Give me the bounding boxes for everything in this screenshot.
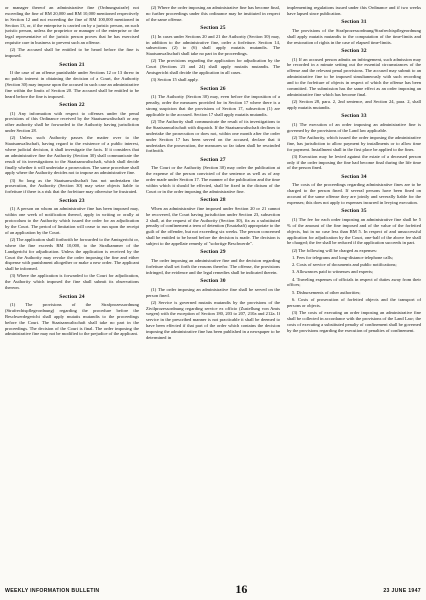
paragraph: (3) Section 15 shall apply. xyxy=(151,77,199,83)
paragraph: implementing regulations issued under this Ordinance and if two weeks have lapsed since publication. xyxy=(287,5,421,16)
paragraph: (3) Where the application is forwarded to the Court for adjudication, the Authority which imposed the fine shall submit its observations thereon. xyxy=(5,273,139,291)
paragraph: (1) The execution of an order imposing an administrative fine is governed by the provisions of the Land law applicable. xyxy=(287,121,421,133)
publication-name: WEEKLY INFORMATION BULLETIN xyxy=(5,588,100,594)
page-number: 16 xyxy=(235,582,248,596)
section-heading: Section 28 xyxy=(200,197,226,204)
paragraph: (2) The Authority, which issued the order imposing the administrative fine, has jurisdiction to allow payment by installments or to allow time for payment. Installment shall in the first place be applied to the fines. xyxy=(287,134,421,152)
paragraph: (1) The fee for each order imposing an administrative fine shall be 5 % of the amount of the fine imposed and of the value of the forfeited objects, but in no case less than RM 5. In respect of and unsuccessful application for adjudication by the Court, one-half of the above fee shall be charged; the fee shall be reduced if the application succeeds in part. xyxy=(287,217,421,246)
paragraph: (1) The order imposing an administrative fine shall be served on the person fined. xyxy=(146,286,280,298)
section-heading: Section 34 xyxy=(341,173,367,180)
paragraph: When an administrative fine imposed under Section 20 or 21 cannot be recovered, the Court having jurisdiction under Section 23, subsection 2 shall, at the request of the Authority (Section 30), fix as a substituted penalty of confinement a term of detention (Ersatzhaft) appropriate to the guilt of the offender, but not exceeding six weeks. The person concerned shall be entitled to be heard before the decision is made. The decision is subject to the appellate remedy of "sofortige Beschwerde". xyxy=(146,205,280,246)
paragraph: (1) A person on whom an administrative fine has been imposed may, within one week of notification thereof, apply in writing or orally at protocolum to the Authority which issued the order for an adjudication by the Court. The period of limitation will cease to run upon the receipt of an application by the Court. xyxy=(5,206,139,235)
issue-date: 23 JUNE 1947 xyxy=(383,588,421,594)
section-heading: Section 22 xyxy=(59,101,85,108)
section-heading: Section 24 xyxy=(59,293,85,300)
paragraph: (2) Service is governed mutatis mutandis by the provisions of the Zivilprozessordnung regarding service ex officio (Zustellung von Amts wegen) with the exception of Section 180, 203 to 207, 210a and 212a. If service in the prescribed manner is not practicable it shall be deemed to have been effected if that part of the order which contains the decision imposing the administrative fine has been published in a newspaper to be determined in xyxy=(146,299,280,340)
paragraph: The costs of the proceedings regarding administrative fines are to be charged to the person fined. If several persons have been fined on account of the same offense they are jointly and severally liable for the expenses; this does not apply to expenses incurred in levying execution. xyxy=(287,182,421,206)
paragraph: (2) The provisions regarding the application for adjudication by the Court (Sections 23 and 24) shall apply mutatis mutandis. The Amtsgericht shall decide the application in all cases. xyxy=(146,58,280,76)
paragraph: (1) Any information with respect to offenses under the penal provisions of this Ordinance received by the Staatsanwaltschaft or any other authority shall be forwarded to the Authority having jurisdiction under Section 28. xyxy=(5,110,139,134)
section-heading: Section 21 xyxy=(59,61,85,68)
section-heading: Section 29 xyxy=(200,249,226,256)
paragraph: (2) The following will be charged as expenses: xyxy=(292,247,378,253)
paragraph: (1) The provisions of the Strafprozessordnung (Strafrechtspflegeordnung) regarding the procedure before the Beschwerdegericht shall apply mutatis mutandis to the proceedings before the Court. The Staatsanwaltschaft shall take no part in the proceedings. The decision of the Court is final. The order imposing the administrative fine may not be modified to the prejudice of the applicant. xyxy=(5,302,139,337)
section-heading: Section 30 xyxy=(200,278,226,285)
paragraph: (3) Execution may be levied against the estate of a deceased person only if the order imposing the fine had become final during the life time of the person fined. xyxy=(287,153,421,171)
column-left xyxy=(5,5,139,578)
paragraph: (1) In cases under Sections 20 and 21 the Authority (Section 30) may, in addition to the administrative fine, order a forfeiture. Section 14, subsections (2) to (6) shall apply mutatis mutandis. The Staatsanwaltschaft shall take no part in the proceedings. xyxy=(146,33,280,57)
section-heading: Section 27 xyxy=(200,156,226,163)
text-columns xyxy=(5,5,421,578)
paragraph: 3. Allowances paid to witnesses and experts; xyxy=(292,269,374,275)
paragraph: (2) The accused shall be entitled to be heard before the fine is imposed. xyxy=(5,47,139,59)
paragraph: (2) The application shall forthwith be forwarded to the Amtsgericht or, where the fine exceeds RM 10,000, to the Strafkammer of the Landgericht for adjudication. Unless the application is received by the Court the Authority may revoke the order imposing the fine and either dispense with punishment altogether or make a new order. The applicant shall be informed. xyxy=(5,236,139,272)
paragraph: 6. Costs of prosecution of forfeited objects and the transport of persons or objects. xyxy=(287,296,421,308)
section-heading: Section 35 xyxy=(341,208,367,215)
paragraph: The provisions of the Strafprozessordnung/Strafrechtspflegeordnung shall apply mutatis mutandis to the computation of the time-limits and the restoration of rights in the case of elapsed time-limits. xyxy=(287,27,421,45)
paragraph: 4. Traveling expenses of officials in respect of duties away from their offices; xyxy=(287,276,421,288)
section-heading: Section 26 xyxy=(200,85,226,92)
section-heading: Section 31 xyxy=(341,19,367,26)
paragraph: (2) Section 28, para. 2, 2nd sentence, and Section 24, para. 2, shall apply mutatis mutandis. xyxy=(287,98,421,110)
section-heading: Section 23 xyxy=(59,197,85,204)
paragraph: 5. Disbursements of other authorities; xyxy=(292,289,361,295)
paragraph: The order imposing an administrative fine and the decision regarding forfeiture shall set forth the reasons therefor. The offense, the provisions infringed, the evidence and the legal remedies shall be indicated therein. xyxy=(146,257,280,275)
section-heading: Section 25 xyxy=(200,25,226,32)
paragraph: 2. Costs of service of documents and public notifications; xyxy=(292,262,397,268)
paragraph: (2) Unless such Authority passes the matter over to the Staatsanwaltschaft, having regard to the existence of a public interest, where judicial decision, it shall investigate the facts. If it considers that an administrative fine the Authority (Section 30) shall communicate the result of its investigations to the Staatsanwaltschaft, which shall decide finally whether it will undertake a prosecution. The same procedure shall apply where the Authority decides not to impose an administrative fine. xyxy=(5,135,139,176)
paragraph: (2) The Authority shall communicate the result of its investigations to the Staatsanwaltschaft with dispatch. If the Staatsanwaltschaft declines to undertake the prosecution or does not, within one month after the order under Section 17 has been served on the accused, declare that it undertakes the prosecution, the measures so far taken shall be rescinded forthwith. xyxy=(146,119,280,154)
paragraph: (1) If an accused person admits an infringement, such admission may be recorded in a minute setting out the essential circumstances of the offense and the relevant penal provisions. The accused may submit to an administrative fine to be imposed simultaneously with such recording and to the forfeiture of objects in respect of which the offense has been committed. The submission has the same effect as an order imposing an administrative fine which has become final. xyxy=(287,56,421,97)
paragraph: The Court or the Authority (Section 30) may order the publication at the expense of the person convicted of the sentence as well as of any order made under Section 17. The manner of the publication and the time within which it should be effected, shall be fixed in the dictum of the Court or in the order imposing the administrative fine. xyxy=(146,165,280,194)
paragraph: (3) So long as the Staatsanwaltschaft has not undertaken the prosecution, the Authority (Section 30) may seize objects liable to forfeiture if there is a risk that the forfeiture may otherwise be frustrated. xyxy=(5,177,139,195)
paragraph: (1) The Authority (Section 30) may, even before the imposition of a penalty, order the measures provided for in Section 17 where there is a strong suspicion that the provisions of Section 17, subsection (1) are applicable to the accused. Section 17 shall apply mutatis mutandis. xyxy=(146,94,280,117)
paragraph: 1. Fees for telegrams and long-distance telephone calls; xyxy=(292,254,394,260)
section-heading: Section 32 xyxy=(341,48,367,54)
page-footer xyxy=(5,579,421,597)
paragraph: If the case of an offense punishable under Sections 12 or 13 threw in no public interest in obtaining the decision of a Court, the Authority (Section 30) may impose upon the accused in such case an administrative fine within the limits of Section 20. The accused shall be entitled to be heard before the fine is imposed. xyxy=(5,70,139,99)
column-right xyxy=(287,5,421,578)
paragraph: or manager thereof an administrative fine (Ordnungsstrafe) not exceeding the fine of RM 20,000 and RM 10,000 mentioned respectively in Section 12 and not exceeding the fine of RM 100,000 mentioned in Section 13, or, if the enterprise is carried on by a juristic person, on such juristic person, unless the proprietor or manager of the enterprise or the legal representative of the juristic person proves that he has exercised requisite care in business to prevent such an offense. xyxy=(5,5,139,46)
section-heading: Section 33 xyxy=(341,113,367,120)
paragraph: (3) The costs of executing an order imposing an administrative fine shall be collected in accordance with the provisions of the Land Law; the costs of executing a substituted penalty of confinement shall be governed by the provisions regarding the execution of penalties of confinement. xyxy=(287,309,421,333)
column-middle xyxy=(146,5,280,578)
paragraph: (2) Where the order imposing an administrative fine has become final, no further proceedings under this ordinance may be instituted in respect of the same offense. xyxy=(146,5,280,22)
